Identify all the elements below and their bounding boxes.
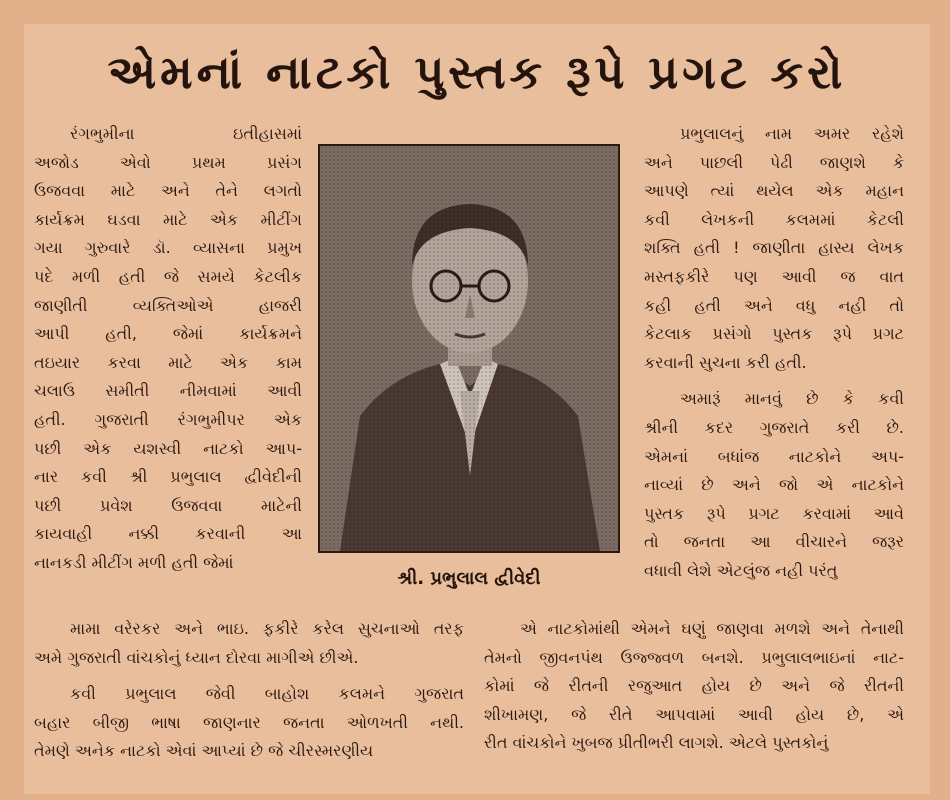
text-line: કવી લેખકની કલમમાં કેટલી (644, 209, 904, 229)
paragraph (34, 615, 464, 672)
bottom-left-column (34, 615, 464, 766)
text-line: એ નાટકોમાંથી એમને ઘણું જાણવા મળશે અને તેનાથી (520, 619, 904, 638)
text-line: કહી હતી અને વધુ નહી તો (644, 295, 904, 315)
right-column (644, 120, 904, 586)
text-line: શક્તિ હતી ! જાણીતા હાસ્ય લેખક (644, 238, 904, 258)
text-line: નાનકડી મીટીંગ મળી હતી જેમાં (34, 552, 234, 572)
text-line: કાર્યક્રમ ઘડવા માટે એક મીટીંગ (34, 209, 302, 229)
text-line: કોમાં જે રીતની રજુઆત હોય છે અને જે રીતની (484, 676, 904, 696)
text-line: રંગભુમીના ઇતીહાસમાં (70, 124, 302, 143)
text-line: એમનાં બધાંજ નાટકોને અપ- (644, 446, 904, 466)
text-line: કવી પ્રભુલાલ જેવી બાહોશ કલમને ગુજરાત (70, 684, 464, 704)
text-line: પુસ્તક રૂપે પ્રગટ કરવામાં આવે (644, 503, 904, 523)
paragraph (644, 120, 904, 377)
text-line: શીખામણ, જે રીતે આપવામાં આવી હોય છે, એ (484, 704, 904, 724)
text-line: પ્રભુલાલનું નામ અમર રહેશે (680, 124, 904, 143)
text-line: પદે મળી હતી જે સમયે કેટલીક (34, 266, 302, 286)
text-line: કેટલાક પ્રસંગો પુસ્તક રૂપે પ્રગટ (644, 324, 904, 344)
text-line: અમારૂં માનવું છે કે કવી (680, 389, 904, 409)
text-line: મસ્તફકીરે પણ આવી જ વાત (644, 266, 904, 286)
paragraph (484, 615, 904, 758)
text-line: કરવાની સુચના કરી હતી. (644, 352, 807, 372)
photo-caption: શ્રી. પ્રભુલાલ દ્વીવેદી (397, 568, 541, 589)
text-line: તેમનો જીવનપંથ ઉજ્જ્વળ બનશે. પ્રભુલાલભાઇનાં નાટ- (484, 647, 904, 667)
text-line: તઇયાર કરવા માટે એક કામ (34, 352, 302, 372)
newspaper-page (24, 24, 930, 794)
text-line: પછી એક યશસ્વી નાટકો આપ- (34, 438, 302, 458)
text-line: બહાર બીજી ભાષા જાણનાર જનતા ઓળખતી નથી. (34, 712, 464, 732)
paragraph (34, 120, 302, 578)
text-line: અને પાછલી પેઢી જાણશે કે (644, 152, 904, 172)
text-line: આપણે ત્યાં થયેલ એક મહાન (644, 181, 904, 201)
text-line: ગયા ગુરુવારે ડૉ. વ્યાસના પ્રમુખ (34, 238, 302, 258)
portrait-illustration (320, 146, 618, 551)
text-line: અમે ગુજરાતી વાંચકોનું ધ્યાન દોરવા માગીએ છીએ. (34, 647, 359, 667)
text-line: શ્રીની કદર ગુજરાતે કરી છે. (644, 417, 904, 437)
bottom-right-column (484, 615, 904, 758)
text-line: તેમણે અનેક નાટકો એવાં આપ્યાં છે જે ચીરસ્મરણીય (34, 741, 374, 761)
paragraph (644, 385, 904, 585)
text-line: આપી હતી, જેમાં કાર્યક્રમને (34, 324, 302, 344)
text-line: અજોડ એવો પ્રથમ પ્રસંગ (34, 152, 302, 172)
text-line: મામા વરેરકર અને ભાઇ. ફકીરે કરેલ સુચનાઓ તરફ (70, 619, 464, 638)
text-line: નાર કવી શ્રી પ્રભુલાલ દ્વીવેદીની (34, 467, 302, 487)
text-line: નાવ્યાં છે અને જો એ નાટકોને (644, 475, 904, 495)
text-line: તો જનતા આ વીચારને જરૂર (644, 532, 904, 552)
text-line: ચલાઉ સમીતી નીમવામાં આવી (34, 381, 302, 401)
paragraph (34, 680, 464, 766)
text-line: હતી. ગુજરાતી રંગભુમીપર એક (34, 409, 302, 429)
text-line: જાણીતી વ્યક્તિઓએ હાજરી (34, 295, 302, 315)
headline: એમનાં નાટકો પુસ્તક રૂપે પ્રગટ કરો (107, 45, 847, 99)
text-line: ઉજવવા માટે અને તેને લગતો (34, 181, 302, 201)
left-column (34, 120, 302, 578)
portrait-photo (318, 144, 620, 553)
text-line: રીત વાંચકોને ખુબજ પ્રીતીભરી લાગશે. એટલે પુસ્તકોનું (484, 733, 829, 753)
text-line: કાયવાહી નક્કી કરવાની આ (34, 524, 302, 544)
text-line: પછી પ્રવેશ ઉજવવા માટેની (34, 495, 302, 515)
text-line: વધાવી લેશે એટલુંજ નહી પરંતુ (644, 560, 838, 580)
